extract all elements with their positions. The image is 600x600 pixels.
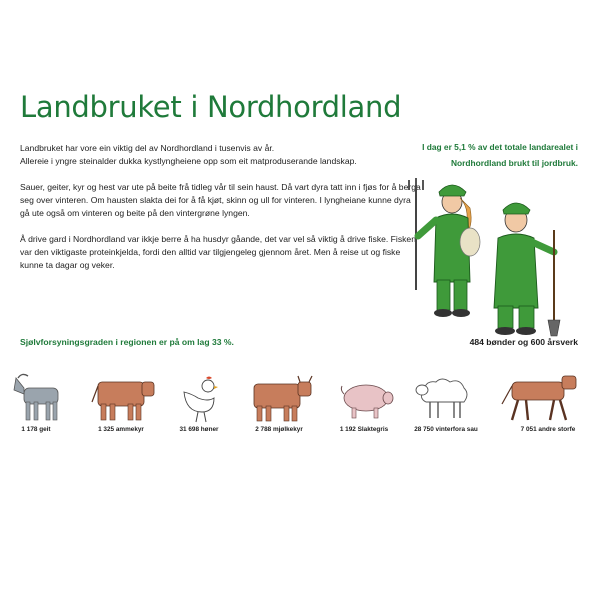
cattle-icon	[498, 372, 584, 424]
sheep-count: 28 750 vinterfora sau	[414, 426, 478, 433]
intro-paragraph	[20, 142, 422, 168]
farmers-illustration	[404, 170, 579, 340]
intro-line-2: Allereie i yngre steinalder dukka kystlyngheiene opp som eit matproduserande landskap.	[20, 156, 357, 166]
land-use-fact: I dag er 5,1 % av det totale landarealet i Nordhordland brukt til jordbruk.	[422, 142, 578, 168]
dairy-cow-icon	[246, 372, 314, 424]
fishing-paragraph: Å drive gard i Nordhordland var ikkje berre å ha husdyr gåande, det var vel så viktig å drive fiske. Fisken var den viktigaste proteinkjelda, fordi den alltid var tilgjengeleg gjennom året. Men å reise ut og fiske kunne ta dagar og veker.	[20, 234, 416, 270]
pig-count: 1 192 Slaktegris	[339, 426, 389, 433]
intro-text	[20, 142, 422, 285]
farmer-man-figure	[494, 203, 560, 336]
suckler-cow-icon	[88, 372, 156, 424]
page-title: Landbruket i Nordhordland	[20, 90, 402, 124]
self-sufficiency-highlight: Sjølvforsyningsgraden i regionen er på om lag 33 %.	[20, 337, 234, 347]
hen-icon	[178, 372, 220, 424]
cattle-count: 7 051 andre storfe	[520, 426, 576, 433]
goat-icon	[10, 372, 68, 424]
suckler-cow-count: 1 325 ammekyr	[98, 426, 144, 433]
farm-count: 484 bønder og 600 årsverk	[469, 337, 578, 347]
dairy-cow-count: 2 788 mjølkekyr	[255, 426, 303, 433]
intro-line-1: Landbruket har vore ein viktig del av Nordhordland i tusenvis av år.	[20, 143, 275, 153]
hen-count: 31 698 høner	[179, 426, 219, 433]
farmer-woman-figure	[409, 178, 480, 317]
pig-icon	[338, 372, 396, 424]
sheep-icon	[414, 372, 476, 424]
livestock-paragraph: Sauer, geiter, kyr og hest var ute på beite frå tidleg vår til sein haust. Då vart dyra tatt inn i fjøs for å berga seg over vinteren. Om hausten slakta dei for å få kjøt, skinn og ull for vinteren. I lyngheiane kunne dyra gå ute også om vinteren og beite på den vintergrøne lyngen.	[20, 182, 421, 218]
goat-count: 1 178 geit	[21, 426, 51, 433]
